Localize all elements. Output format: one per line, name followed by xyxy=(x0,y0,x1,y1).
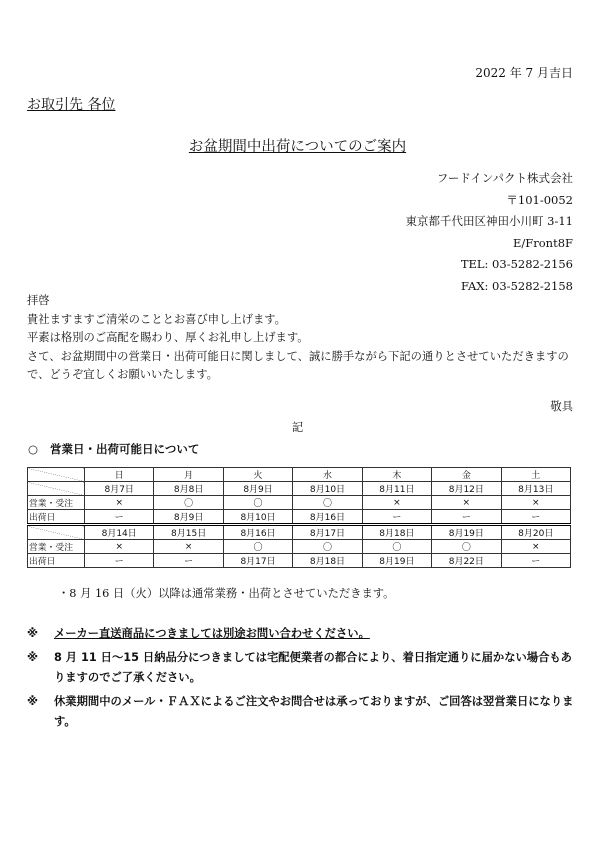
date-cell: 8月19日 xyxy=(432,525,501,540)
date-cell: 8月7日 xyxy=(85,482,154,496)
business-status-cell: 〇 xyxy=(223,540,292,554)
notice-mark: ※ xyxy=(27,627,38,640)
business-status-cell: 〇 xyxy=(432,540,501,554)
weekday-header: 水 xyxy=(293,468,362,482)
shipping-date-cell: ー xyxy=(501,554,570,568)
date-cell: 8月17日 xyxy=(293,525,362,540)
closing: 敬具 xyxy=(550,400,573,413)
weekday-header: 土 xyxy=(501,468,570,482)
sender-tel: TEL: 03-5282-2156 xyxy=(460,257,573,271)
weekday-header: 金 xyxy=(432,468,501,482)
sender-fax: FAX: 03-5282-2158 xyxy=(461,278,573,293)
header-corner-cell xyxy=(28,468,85,482)
business-row-label: 営業・受注 xyxy=(28,540,85,554)
sender-address: 東京都千代田区神田小川町 3-11 xyxy=(405,214,573,228)
sender-postal: 〒101-0052 xyxy=(506,192,573,207)
shipping-date-cell: ー xyxy=(362,510,431,525)
business-status-cell: × xyxy=(154,540,223,554)
date-cell: 8月13日 xyxy=(501,482,570,496)
business-status-cell: × xyxy=(362,496,431,510)
section-title: 営業日・出荷可能日について xyxy=(50,442,200,456)
date-row-label-cell xyxy=(28,482,85,496)
shipping-date-cell: 8月22日 xyxy=(432,554,501,568)
greeting: 拝啓 xyxy=(27,294,50,307)
notice-text: 8 月 11 日～15 日納品分につきましては宅配便業者の都合により、着日指定通りに届かない場合もありますのでご了承ください。 xyxy=(54,651,572,684)
sender-building: E/Front8F xyxy=(513,235,573,250)
business-status-cell: 〇 xyxy=(293,496,362,510)
sender-company: フードインパクト株式会社 xyxy=(436,171,573,185)
table-row xyxy=(28,554,571,568)
section-heading xyxy=(28,441,199,457)
business-status-cell: 〇 xyxy=(223,496,292,510)
shipping-row-label: 出荷日 xyxy=(28,554,85,568)
date-cell: 8月12日 xyxy=(432,482,501,496)
notice-text: メーカー直送商品につきましては別途お問い合わせください。 xyxy=(54,627,370,640)
table-row xyxy=(28,496,571,510)
notice-text: 休業期間中のメール・ＦＡＸによるご注文やお問合せは承っておりますが、ご回答は翌営業日になります。 xyxy=(54,695,574,728)
notice-item xyxy=(27,692,575,732)
business-status-cell: × xyxy=(501,496,570,510)
schedule-table xyxy=(27,467,571,568)
circle-marker: ○ xyxy=(28,442,39,456)
weekday-header: 木 xyxy=(362,468,431,482)
business-status-cell: 〇 xyxy=(293,540,362,554)
ki-heading: 記 xyxy=(291,421,304,434)
notice-item xyxy=(27,624,575,644)
document-date: 2022 年 7 月吉日 xyxy=(475,66,573,80)
business-row-label: 営業・受注 xyxy=(28,496,85,510)
shipping-date-cell: ー xyxy=(85,510,154,525)
shipping-date-cell: 8月19日 xyxy=(362,554,431,568)
document-title xyxy=(0,135,595,156)
recipient: お取引先 各位 xyxy=(27,97,116,113)
shipping-date-cell: ー xyxy=(85,554,154,568)
business-status-cell: × xyxy=(85,540,154,554)
shipping-date-cell: 8月9日 xyxy=(154,510,223,525)
date-cell: 8月20日 xyxy=(501,525,570,540)
shipping-date-cell: 8月17日 xyxy=(223,554,292,568)
business-status-cell: × xyxy=(85,496,154,510)
table-row xyxy=(28,525,571,540)
document-title-text: お盆期間中出荷についてのご案内 xyxy=(188,139,407,155)
date-cell: 8月16日 xyxy=(223,525,292,540)
shipping-date-cell: 8月10日 xyxy=(223,510,292,525)
weekday-header: 火 xyxy=(223,468,292,482)
weekday-header: 月 xyxy=(154,468,223,482)
weekday-header: 日 xyxy=(85,468,154,482)
date-row-label-cell xyxy=(28,525,85,540)
shipping-date-cell: ー xyxy=(501,510,570,525)
date-cell: 8月10日 xyxy=(293,482,362,496)
body-line: さて、お盆期間中の営業日・出荷可能日に関しまして、誠に勝手ながら下記の通りとさせていただきますので、どうぞ宜しくお願いいたします。 xyxy=(27,349,569,382)
letter-body xyxy=(27,292,572,385)
notice-mark: ※ xyxy=(27,695,38,708)
table-row xyxy=(28,468,571,482)
shipping-row-label: 出荷日 xyxy=(28,510,85,525)
date-cell: 8月18日 xyxy=(362,525,431,540)
body-line: 貴社ますますご清栄のこととお喜び申し上げます。 xyxy=(27,312,286,326)
shipping-date-cell: ー xyxy=(432,510,501,525)
business-status-cell: × xyxy=(432,496,501,510)
shipping-date-cell: 8月16日 xyxy=(293,510,362,525)
business-status-cell: 〇 xyxy=(362,540,431,554)
table-row xyxy=(28,482,571,496)
date-cell: 8月9日 xyxy=(223,482,292,496)
shipping-date-cell: ー xyxy=(154,554,223,568)
table-row xyxy=(28,510,571,525)
sender-block xyxy=(406,168,574,297)
body-line: 平素は格別のご高配を賜わり、厚くお礼申し上げます。 xyxy=(27,331,309,345)
notices xyxy=(27,624,575,736)
schedule-note: ・8 月 16 日（火）以降は通常業務・出荷とさせていただきます。 xyxy=(58,587,395,600)
business-status-cell: × xyxy=(501,540,570,554)
shipping-date-cell: 8月18日 xyxy=(293,554,362,568)
table-row xyxy=(28,540,571,554)
date-cell: 8月8日 xyxy=(154,482,223,496)
date-cell: 8月11日 xyxy=(362,482,431,496)
notice-mark: ※ xyxy=(27,651,38,664)
date-cell: 8月14日 xyxy=(85,525,154,540)
date-cell: 8月15日 xyxy=(154,525,223,540)
business-status-cell: 〇 xyxy=(154,496,223,510)
notice-item xyxy=(27,648,575,688)
